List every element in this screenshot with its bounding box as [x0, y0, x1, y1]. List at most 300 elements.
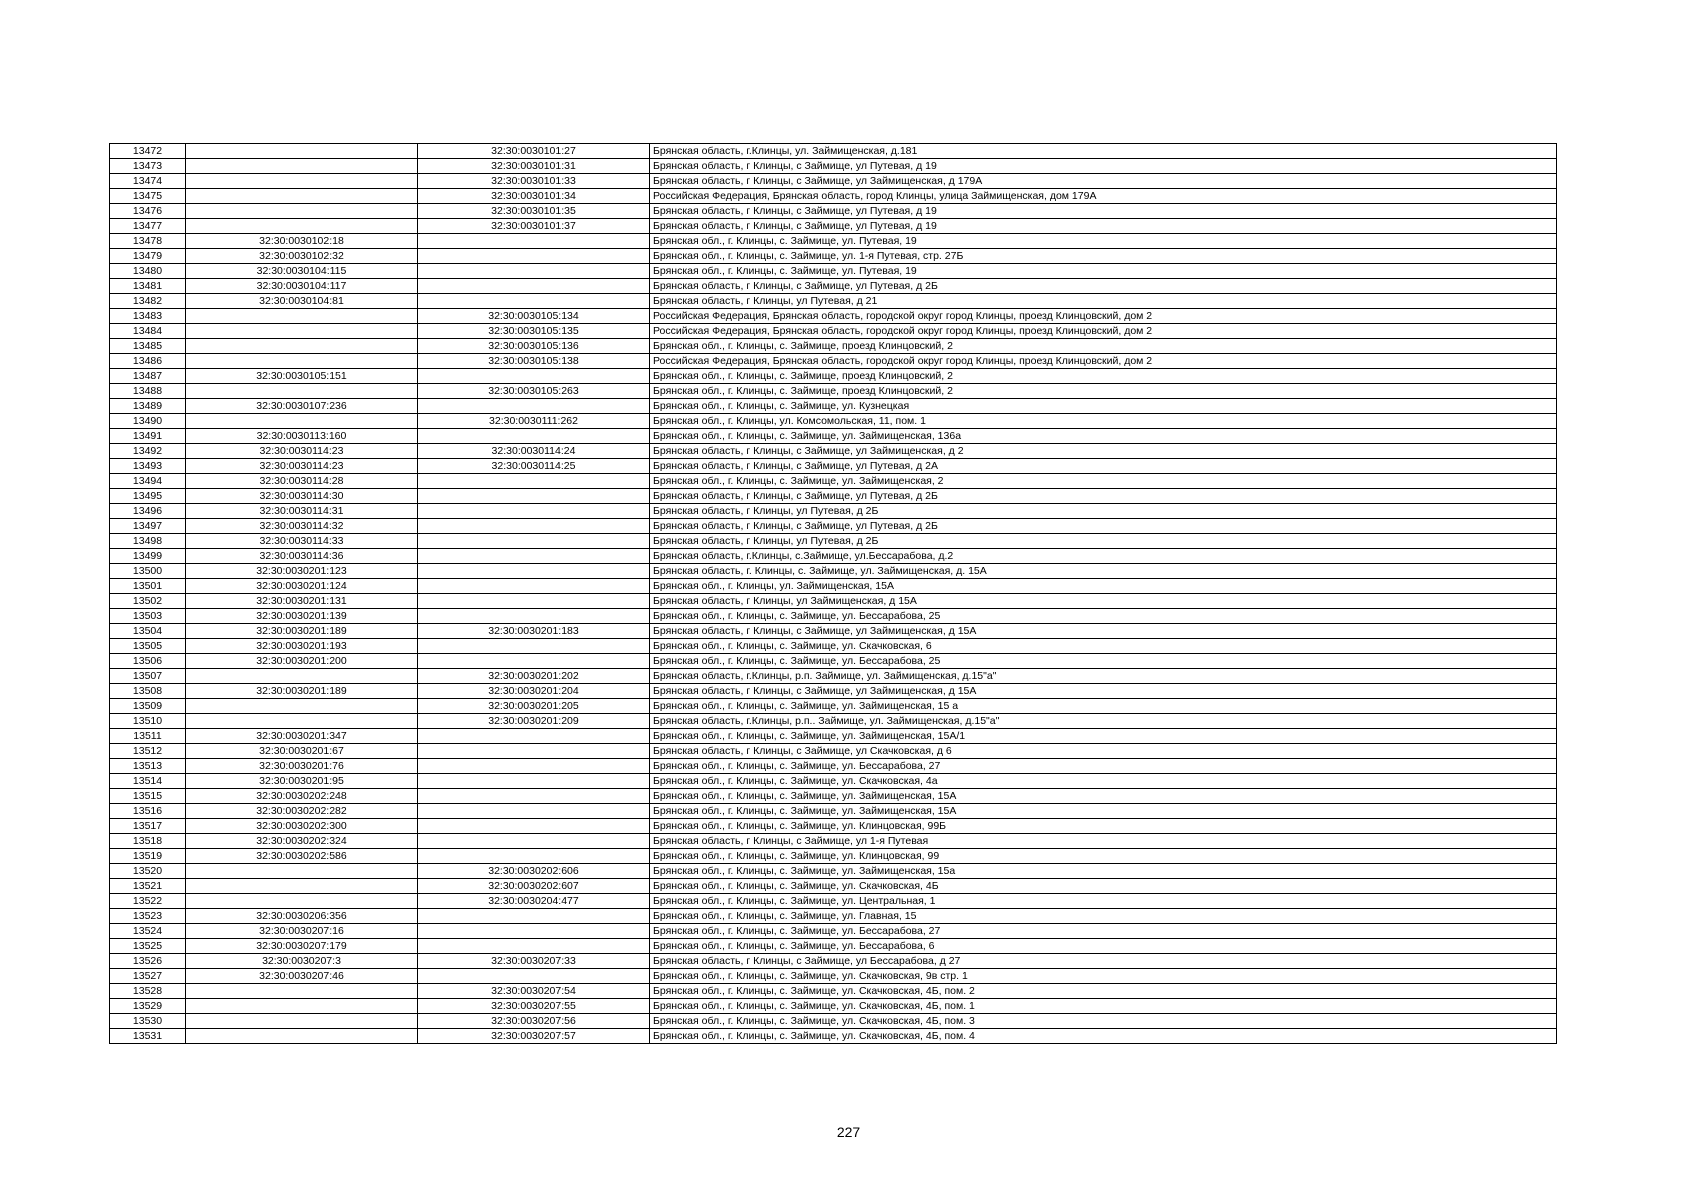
table-row	[110, 639, 1557, 654]
address-cell: Брянская область, г.Клинцы, ул. Займищенская, д.181	[650, 144, 1557, 159]
object-cadastral-number-cell	[418, 279, 650, 294]
object-cadastral-number-cell	[418, 639, 650, 654]
row-number-cell: 13505	[110, 639, 186, 654]
cadastral-number-cell: 32:30:0030114:31	[186, 504, 418, 519]
row-number-cell: 13498	[110, 534, 186, 549]
row-number-cell: 13473	[110, 159, 186, 174]
object-cadastral-number-cell: 32:30:0030202:606	[418, 864, 650, 879]
row-number-cell: 13499	[110, 549, 186, 564]
table-row	[110, 849, 1557, 864]
table-row	[110, 189, 1557, 204]
row-number-cell: 13497	[110, 519, 186, 534]
address-cell: Брянская область, г Клинцы, ул Путевая, д 2Б	[650, 504, 1557, 519]
object-cadastral-number-cell: 32:30:0030105:263	[418, 384, 650, 399]
address-cell: Брянская обл., г. Клинцы, с. Займище, ул. Бессарабова, 27	[650, 924, 1557, 939]
object-cadastral-number-cell: 32:30:0030202:607	[418, 879, 650, 894]
table-row	[110, 489, 1557, 504]
cadastral-number-cell	[186, 159, 418, 174]
table-row	[110, 909, 1557, 924]
address-cell: Брянская область, г Клинцы, с Займище, ул Путевая, д 19	[650, 159, 1557, 174]
cadastral-number-cell	[186, 864, 418, 879]
object-cadastral-number-cell: 32:30:0030114:24	[418, 444, 650, 459]
row-number-cell: 13494	[110, 474, 186, 489]
cadastral-number-cell: 32:30:0030201:76	[186, 759, 418, 774]
table-row	[110, 579, 1557, 594]
row-number-cell: 13518	[110, 834, 186, 849]
object-cadastral-number-cell	[418, 759, 650, 774]
table-row	[110, 759, 1557, 774]
address-cell: Брянская область, г Клинцы, с Займище, ул Займищенская, д 15А	[650, 684, 1557, 699]
cadastral-number-cell: 32:30:0030113:160	[186, 429, 418, 444]
table-row	[110, 204, 1557, 219]
table-row	[110, 369, 1557, 384]
row-number-cell: 13529	[110, 999, 186, 1014]
object-cadastral-number-cell	[418, 549, 650, 564]
table-row	[110, 429, 1557, 444]
cadastral-number-cell	[186, 984, 418, 999]
row-number-cell: 13524	[110, 924, 186, 939]
table-row	[110, 444, 1557, 459]
object-cadastral-number-cell	[418, 474, 650, 489]
cadastral-number-cell: 32:30:0030207:179	[186, 939, 418, 954]
table-row	[110, 399, 1557, 414]
table-row	[110, 999, 1557, 1014]
object-cadastral-number-cell: 32:30:0030101:31	[418, 159, 650, 174]
address-cell: Российская Федерация, Брянская область, городской округ город Клинцы, проезд Клинцовский, дом 2	[650, 309, 1557, 324]
address-cell: Брянская обл., г. Клинцы, с. Займище, ул. Клинцовская, 99	[650, 849, 1557, 864]
table-row	[110, 744, 1557, 759]
object-cadastral-number-cell	[418, 924, 650, 939]
cadastral-number-cell: 32:30:0030114:23	[186, 459, 418, 474]
cadastral-number-cell: 32:30:0030201:139	[186, 609, 418, 624]
cadastral-table	[109, 143, 1557, 1044]
table-row	[110, 699, 1557, 714]
address-cell: Брянская область, г Клинцы, с Займище, ул 1-я Путевая	[650, 834, 1557, 849]
row-number-cell: 13484	[110, 324, 186, 339]
row-number-cell: 13503	[110, 609, 186, 624]
row-number-cell: 13514	[110, 774, 186, 789]
object-cadastral-number-cell	[418, 534, 650, 549]
address-cell: Брянская область, г.Клинцы, р.п. Займище, ул. Займищенская, д.15"а"	[650, 669, 1557, 684]
row-number-cell: 13506	[110, 654, 186, 669]
cadastral-number-cell	[186, 894, 418, 909]
address-cell: Брянская область, г Клинцы, ул Путевая, д 2Б	[650, 534, 1557, 549]
cadastral-number-cell: 32:30:0030114:32	[186, 519, 418, 534]
address-cell: Брянская обл., г. Клинцы, с. Займище, ул. Путевая, 19	[650, 264, 1557, 279]
row-number-cell: 13495	[110, 489, 186, 504]
address-cell: Брянская обл., г. Клинцы, с. Займище, ул. Займищенская, 15А	[650, 789, 1557, 804]
object-cadastral-number-cell	[418, 519, 650, 534]
object-cadastral-number-cell: 32:30:0030204:477	[418, 894, 650, 909]
address-cell: Брянская область, г Клинцы, с Займище, ул Займищенская, д 2	[650, 444, 1557, 459]
cadastral-number-cell: 32:30:0030201:123	[186, 564, 418, 579]
address-cell: Брянская обл., г. Клинцы, с. Займище, ул. Скачковская, 4Б, пом. 4	[650, 1029, 1557, 1044]
row-number-cell: 13500	[110, 564, 186, 579]
row-number-cell: 13504	[110, 624, 186, 639]
cadastral-number-cell: 32:30:0030202:282	[186, 804, 418, 819]
address-cell: Российская Федерация, Брянская область, городской округ город Клинцы, проезд Клинцовский, дом 2	[650, 324, 1557, 339]
table-row	[110, 714, 1557, 729]
cadastral-number-cell	[186, 1029, 418, 1044]
address-cell: Брянская обл., г. Клинцы, ул. Займищенская, 15А	[650, 579, 1557, 594]
table-row	[110, 954, 1557, 969]
object-cadastral-number-cell	[418, 564, 650, 579]
address-cell: Брянская обл., г. Клинцы, с. Займище, проезд Клинцовский, 2	[650, 384, 1557, 399]
row-number-cell: 13486	[110, 354, 186, 369]
address-cell: Брянская обл., г. Клинцы, с. Займище, ул. Скачковская, 4Б, пом. 2	[650, 984, 1557, 999]
table-row	[110, 1029, 1557, 1044]
row-number-cell: 13520	[110, 864, 186, 879]
cadastral-number-cell: 32:30:0030104:117	[186, 279, 418, 294]
table-row	[110, 804, 1557, 819]
object-cadastral-number-cell: 32:30:0030201:202	[418, 669, 650, 684]
cadastral-number-cell: 32:30:0030114:33	[186, 534, 418, 549]
cadastral-number-cell: 32:30:0030202:586	[186, 849, 418, 864]
object-cadastral-number-cell	[418, 609, 650, 624]
address-cell: Брянская обл., г. Клинцы, с. Займище, ул. Займищенская, 15А	[650, 804, 1557, 819]
table-row	[110, 144, 1557, 159]
address-cell: Брянская обл., г. Клинцы, с. Займище, ул. Займищенская, 2	[650, 474, 1557, 489]
table-row	[110, 789, 1557, 804]
table-row	[110, 324, 1557, 339]
row-number-cell: 13474	[110, 174, 186, 189]
cadastral-number-cell: 32:30:0030207:3	[186, 954, 418, 969]
address-cell: Брянская область, г Клинцы, с Займище, ул Путевая, д 19	[650, 204, 1557, 219]
address-cell: Брянская обл., г. Клинцы, ул. Комсомольская, 11, пом. 1	[650, 414, 1557, 429]
address-cell: Брянская область, г Клинцы, ул Путевая, д 21	[650, 294, 1557, 309]
table-row	[110, 234, 1557, 249]
address-cell: Брянская область, г Клинцы, ул Займищенская, д 15А	[650, 594, 1557, 609]
row-number-cell: 13489	[110, 399, 186, 414]
address-cell: Брянская обл., г. Клинцы, с. Займище, ул. Скачковская, 9в стр. 1	[650, 969, 1557, 984]
address-cell: Брянская область, г Клинцы, с Займище, ул Путевая, д 2Б	[650, 519, 1557, 534]
table-row	[110, 309, 1557, 324]
table-row	[110, 894, 1557, 909]
table-row	[110, 969, 1557, 984]
cadastral-number-cell	[186, 189, 418, 204]
table-body	[110, 144, 1557, 1044]
object-cadastral-number-cell: 32:30:0030101:37	[418, 219, 650, 234]
cadastral-number-cell	[186, 204, 418, 219]
table-row	[110, 159, 1557, 174]
cadastral-number-cell	[186, 999, 418, 1014]
table-row	[110, 594, 1557, 609]
address-cell: Брянская обл., г. Клинцы, с. Займище, ул. Скачковская, 4а	[650, 774, 1557, 789]
row-number-cell: 13472	[110, 144, 186, 159]
cadastral-number-cell: 32:30:0030201:189	[186, 684, 418, 699]
object-cadastral-number-cell	[418, 594, 650, 609]
table-row	[110, 264, 1557, 279]
address-cell: Брянская обл., г. Клинцы, с. Займище, ул. Займищенская, 15а	[650, 864, 1557, 879]
row-number-cell: 13496	[110, 504, 186, 519]
table-row	[110, 654, 1557, 669]
object-cadastral-number-cell: 32:30:0030105:138	[418, 354, 650, 369]
row-number-cell: 13478	[110, 234, 186, 249]
table-row	[110, 294, 1557, 309]
row-number-cell: 13523	[110, 909, 186, 924]
address-cell: Брянская область, г.Клинцы, р.п.. Займище, ул. Займищенская, д.15"а"	[650, 714, 1557, 729]
object-cadastral-number-cell: 32:30:0030101:34	[418, 189, 650, 204]
cadastral-number-cell	[186, 414, 418, 429]
cadastral-number-cell: 32:30:0030201:193	[186, 639, 418, 654]
object-cadastral-number-cell	[418, 939, 650, 954]
row-number-cell: 13512	[110, 744, 186, 759]
object-cadastral-number-cell: 32:30:0030101:27	[418, 144, 650, 159]
address-cell: Брянская обл., г. Клинцы, с. Займище, ул. Скачковская, 4Б	[650, 879, 1557, 894]
object-cadastral-number-cell	[418, 819, 650, 834]
table-row	[110, 669, 1557, 684]
address-cell: Брянская обл., г. Клинцы, с. Займище, ул. Займищенская, 136а	[650, 429, 1557, 444]
table-row	[110, 819, 1557, 834]
cadastral-number-cell	[186, 699, 418, 714]
table-row	[110, 684, 1557, 699]
row-number-cell: 13492	[110, 444, 186, 459]
cadastral-number-cell: 32:30:0030114:36	[186, 549, 418, 564]
row-number-cell: 13521	[110, 879, 186, 894]
table-row	[110, 729, 1557, 744]
cadastral-number-cell	[186, 219, 418, 234]
address-cell: Брянская обл., г. Клинцы, с. Займище, проезд Клинцовский, 2	[650, 369, 1557, 384]
row-number-cell: 13502	[110, 594, 186, 609]
object-cadastral-number-cell: 32:30:0030111:262	[418, 414, 650, 429]
table-row	[110, 624, 1557, 639]
row-number-cell: 13527	[110, 969, 186, 984]
page-number: 227	[836, 1124, 861, 1140]
table-row	[110, 1014, 1557, 1029]
address-cell: Брянская область, г Клинцы, с Займище, ул Путевая, д 19	[650, 219, 1557, 234]
row-number-cell: 13488	[110, 384, 186, 399]
address-cell: Брянская обл., г. Клинцы, с. Займище, ул. Скачковская, 6	[650, 639, 1557, 654]
table-row	[110, 504, 1557, 519]
cadastral-number-cell: 32:30:0030105:151	[186, 369, 418, 384]
object-cadastral-number-cell: 32:30:0030201:205	[418, 699, 650, 714]
table-row	[110, 219, 1557, 234]
cadastral-number-cell: 32:30:0030201:189	[186, 624, 418, 639]
object-cadastral-number-cell: 32:30:0030207:56	[418, 1014, 650, 1029]
cadastral-number-cell: 32:30:0030102:18	[186, 234, 418, 249]
row-number-cell: 13519	[110, 849, 186, 864]
cadastral-number-cell	[186, 714, 418, 729]
row-number-cell: 13531	[110, 1029, 186, 1044]
row-number-cell: 13482	[110, 294, 186, 309]
object-cadastral-number-cell	[418, 504, 650, 519]
cadastral-number-cell: 32:30:0030114:23	[186, 444, 418, 459]
cadastral-number-cell: 32:30:0030104:115	[186, 264, 418, 279]
object-cadastral-number-cell	[418, 294, 650, 309]
object-cadastral-number-cell: 32:30:0030207:33	[418, 954, 650, 969]
cadastral-number-cell: 32:30:0030202:248	[186, 789, 418, 804]
address-cell: Брянская обл., г. Клинцы, с. Займище, ул. Путевая, 19	[650, 234, 1557, 249]
address-cell: Брянская обл., г. Клинцы, с. Займище, ул. Бессарабова, 25	[650, 609, 1557, 624]
address-cell: Российская Федерация, Брянская область, город Клинцы, улица Займищенская, дом 179А	[650, 189, 1557, 204]
row-number-cell: 13530	[110, 1014, 186, 1029]
table-row	[110, 354, 1557, 369]
object-cadastral-number-cell	[418, 909, 650, 924]
row-number-cell: 13477	[110, 219, 186, 234]
row-number-cell: 13515	[110, 789, 186, 804]
row-number-cell: 13525	[110, 939, 186, 954]
table-row	[110, 864, 1557, 879]
row-number-cell: 13480	[110, 264, 186, 279]
row-number-cell: 13483	[110, 309, 186, 324]
cadastral-number-cell: 32:30:0030201:95	[186, 774, 418, 789]
cadastral-number-cell	[186, 324, 418, 339]
table-row	[110, 939, 1557, 954]
object-cadastral-number-cell	[418, 729, 650, 744]
cadastral-number-cell: 32:30:0030201:131	[186, 594, 418, 609]
object-cadastral-number-cell: 32:30:0030101:33	[418, 174, 650, 189]
address-cell: Брянская область, г Клинцы, с Займище, ул Путевая, д 2Б	[650, 489, 1557, 504]
row-number-cell: 13508	[110, 684, 186, 699]
cadastral-number-cell	[186, 174, 418, 189]
address-cell: Брянская область, г Клинцы, с Займище, ул Бессарабова, д 27	[650, 954, 1557, 969]
row-number-cell: 13509	[110, 699, 186, 714]
object-cadastral-number-cell: 32:30:0030207:55	[418, 999, 650, 1014]
row-number-cell: 13475	[110, 189, 186, 204]
cadastral-number-cell: 32:30:0030207:16	[186, 924, 418, 939]
table-row	[110, 564, 1557, 579]
object-cadastral-number-cell: 32:30:0030201:183	[418, 624, 650, 639]
table-row	[110, 459, 1557, 474]
row-number-cell: 13511	[110, 729, 186, 744]
table-row	[110, 249, 1557, 264]
row-number-cell: 13522	[110, 894, 186, 909]
object-cadastral-number-cell	[418, 804, 650, 819]
object-cadastral-number-cell: 32:30:0030101:35	[418, 204, 650, 219]
table-row	[110, 549, 1557, 564]
table-row	[110, 174, 1557, 189]
cadastral-number-cell: 32:30:0030202:300	[186, 819, 418, 834]
address-cell: Брянская область, г Клинцы, с Займище, ул Путевая, д 2А	[650, 459, 1557, 474]
cadastral-number-cell: 32:30:0030201:67	[186, 744, 418, 759]
cadastral-number-cell: 32:30:0030202:324	[186, 834, 418, 849]
object-cadastral-number-cell	[418, 399, 650, 414]
cadastral-number-cell	[186, 144, 418, 159]
table-row	[110, 924, 1557, 939]
cadastral-number-cell: 32:30:0030201:124	[186, 579, 418, 594]
cadastral-number-cell: 32:30:0030201:200	[186, 654, 418, 669]
cadastral-number-cell	[186, 669, 418, 684]
object-cadastral-number-cell	[418, 234, 650, 249]
cadastral-number-cell	[186, 1014, 418, 1029]
object-cadastral-number-cell: 32:30:0030105:136	[418, 339, 650, 354]
object-cadastral-number-cell: 32:30:0030201:209	[418, 714, 650, 729]
object-cadastral-number-cell	[418, 579, 650, 594]
row-number-cell: 13528	[110, 984, 186, 999]
row-number-cell: 13487	[110, 369, 186, 384]
row-number-cell: 13476	[110, 204, 186, 219]
object-cadastral-number-cell	[418, 264, 650, 279]
row-number-cell: 13490	[110, 414, 186, 429]
row-number-cell: 13513	[110, 759, 186, 774]
object-cadastral-number-cell: 32:30:0030105:135	[418, 324, 650, 339]
object-cadastral-number-cell	[418, 969, 650, 984]
table-row	[110, 879, 1557, 894]
object-cadastral-number-cell	[418, 789, 650, 804]
table-row	[110, 834, 1557, 849]
cadastral-number-cell: 32:30:0030104:81	[186, 294, 418, 309]
object-cadastral-number-cell	[418, 774, 650, 789]
row-number-cell: 13493	[110, 459, 186, 474]
address-cell: Брянская обл., г. Клинцы, с. Займище, ул. Клинцовская, 99Б	[650, 819, 1557, 834]
address-cell: Российская Федерация, Брянская область, городской округ город Клинцы, проезд Клинцовский, дом 2	[650, 354, 1557, 369]
table-row	[110, 414, 1557, 429]
row-number-cell: 13507	[110, 669, 186, 684]
address-cell: Брянская обл., г. Клинцы, с. Займище, ул. Бессарабова, 27	[650, 759, 1557, 774]
address-cell: Брянская область, г Клинцы, с Займище, ул Скачковская, д 6	[650, 744, 1557, 759]
address-cell: Брянская обл., г. Клинцы, с. Займище, ул. Займищенская, 15 а	[650, 699, 1557, 714]
row-number-cell: 13517	[110, 819, 186, 834]
cadastral-number-cell: 32:30:0030207:46	[186, 969, 418, 984]
address-cell: Брянская область, г Клинцы, с Займище, ул Займищенская, д 15А	[650, 624, 1557, 639]
row-number-cell: 13510	[110, 714, 186, 729]
address-cell: Брянская область, г. Клинцы, с. Займище, ул. Займищенская, д. 15А	[650, 564, 1557, 579]
row-number-cell: 13481	[110, 279, 186, 294]
table-row	[110, 984, 1557, 999]
address-cell: Брянская область, г.Клинцы, с.Займище, ул.Бессарабова, д.2	[650, 549, 1557, 564]
object-cadastral-number-cell: 32:30:0030201:204	[418, 684, 650, 699]
address-cell: Брянская обл., г. Клинцы, с. Займище, ул. 1-я Путевая, стр. 27Б	[650, 249, 1557, 264]
table-row	[110, 609, 1557, 624]
table-row	[110, 384, 1557, 399]
cadastral-number-cell	[186, 384, 418, 399]
object-cadastral-number-cell	[418, 429, 650, 444]
object-cadastral-number-cell: 32:30:0030105:134	[418, 309, 650, 324]
row-number-cell: 13479	[110, 249, 186, 264]
cadastral-number-cell	[186, 339, 418, 354]
table-row	[110, 339, 1557, 354]
address-cell: Брянская обл., г. Клинцы, с. Займище, ул. Главная, 15	[650, 909, 1557, 924]
object-cadastral-number-cell: 32:30:0030114:25	[418, 459, 650, 474]
table-row	[110, 774, 1557, 789]
object-cadastral-number-cell	[418, 249, 650, 264]
row-number-cell: 13526	[110, 954, 186, 969]
object-cadastral-number-cell	[418, 369, 650, 384]
row-number-cell: 13516	[110, 804, 186, 819]
address-cell: Брянская обл., г. Клинцы, с. Займище, ул. Займищенская, 15А/1	[650, 729, 1557, 744]
address-cell: Брянская обл., г. Клинцы, с. Займище, ул. Кузнецкая	[650, 399, 1557, 414]
table-row	[110, 279, 1557, 294]
cadastral-number-cell	[186, 879, 418, 894]
cadastral-number-cell: 32:30:0030206:356	[186, 909, 418, 924]
object-cadastral-number-cell: 32:30:0030207:57	[418, 1029, 650, 1044]
address-cell: Брянская обл., г. Клинцы, с. Займище, ул. Скачковская, 4Б, пом. 3	[650, 1014, 1557, 1029]
object-cadastral-number-cell	[418, 849, 650, 864]
object-cadastral-number-cell	[418, 489, 650, 504]
table-row	[110, 474, 1557, 489]
object-cadastral-number-cell: 32:30:0030207:54	[418, 984, 650, 999]
object-cadastral-number-cell	[418, 744, 650, 759]
cadastral-number-cell: 32:30:0030114:28	[186, 474, 418, 489]
cadastral-number-cell: 32:30:0030114:30	[186, 489, 418, 504]
address-cell: Брянская обл., г. Клинцы, с. Займище, проезд Клинцовский, 2	[650, 339, 1557, 354]
cadastral-number-cell	[186, 309, 418, 324]
object-cadastral-number-cell	[418, 654, 650, 669]
row-number-cell: 13485	[110, 339, 186, 354]
cadastral-number-cell	[186, 354, 418, 369]
address-cell: Брянская обл., г. Клинцы, с. Займище, ул. Бессарабова, 6	[650, 939, 1557, 954]
address-cell: Брянская область, г Клинцы, с Займище, ул Займищенская, д 179А	[650, 174, 1557, 189]
row-number-cell: 13491	[110, 429, 186, 444]
table-row	[110, 534, 1557, 549]
cadastral-number-cell: 32:30:0030107:236	[186, 399, 418, 414]
cadastral-number-cell: 32:30:0030102:32	[186, 249, 418, 264]
address-cell: Брянская обл., г. Клинцы, с. Займище, ул. Центральная, 1	[650, 894, 1557, 909]
address-cell: Брянская область, г Клинцы, с Займище, ул Путевая, д 2Б	[650, 279, 1557, 294]
row-number-cell: 13501	[110, 579, 186, 594]
address-cell: Брянская обл., г. Клинцы, с. Займище, ул. Скачковская, 4Б, пом. 1	[650, 999, 1557, 1014]
table-row	[110, 519, 1557, 534]
